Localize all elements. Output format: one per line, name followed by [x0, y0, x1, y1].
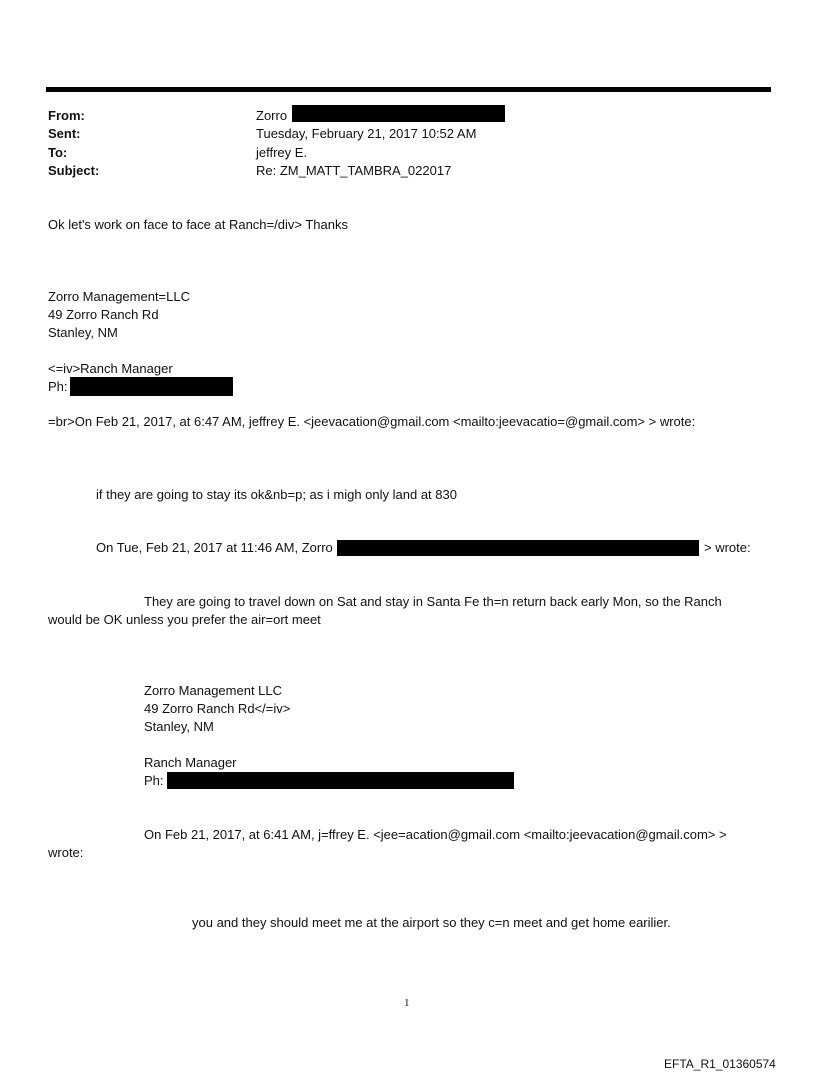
- sig1-city: Stanley, NM: [48, 325, 118, 340]
- bates-stamp: EFTA_R1_01360574: [664, 1057, 776, 1071]
- redaction-box: [70, 377, 233, 396]
- sent-value: Tuesday, February 21, 2017 10:52 AM: [256, 126, 477, 141]
- redaction-box: [292, 105, 505, 122]
- sig2-address: 49 Zorro Ranch Rd</=iv>: [144, 701, 291, 716]
- page-number: 1: [404, 997, 410, 1009]
- redaction-box: [167, 772, 514, 789]
- sig2-role: Ranch Manager: [144, 755, 237, 770]
- quote2-header-end: > wrote:: [704, 540, 751, 555]
- body-line-1: Ok let's work on face to face at Ranch=/div> Thanks: [48, 217, 348, 232]
- to-value: jeffrey E.: [256, 145, 308, 160]
- from-value: Zorro: [256, 108, 288, 123]
- sig1-company: Zorro Management=LLC: [48, 289, 190, 304]
- quote3-header-line-1: On Feb 21, 2017, at 6:41 AM, j=ffrey E. <jee=acation@gmail.com <mailto:jeevacation@gmail.com> >: [144, 827, 727, 842]
- subject-value: Re: ZM_MATT_TAMBRA_022017: [256, 163, 452, 178]
- header-rule: [46, 87, 771, 92]
- sig2-city: Stanley, NM: [144, 719, 214, 734]
- to-label: To:: [48, 145, 68, 160]
- quote2-text-line-1: They are going to travel down on Sat and stay in Santa Fe th=n return back early Mon, so the Ranch: [144, 594, 722, 609]
- quote1-text: if they are going to stay its ok&nb=p; as i migh only land at 830: [96, 487, 457, 502]
- sig2-company: Zorro Management LLC: [144, 683, 283, 698]
- sig1-address: 49 Zorro Ranch Rd: [48, 307, 159, 322]
- sig1-role: <=iv>Ranch Manager: [48, 361, 173, 376]
- sig2-phone-label: Ph:: [144, 773, 164, 788]
- quote2-header-start: On Tue, Feb 21, 2017 at 11:46 AM, Zorro: [96, 540, 333, 555]
- sent-label: Sent:: [48, 126, 81, 141]
- from-label: From:: [48, 108, 85, 123]
- redaction-box: [337, 540, 699, 556]
- sig1-phone-label: Ph:: [48, 379, 68, 394]
- quote2-text-line-2: would be OK unless you prefer the air=ort meet: [48, 612, 321, 627]
- quote1-header: =br>On Feb 21, 2017, at 6:47 AM, jeffrey E. <jeevacation@gmail.com <mailto:jeevacatio=@gmail.com> > wrote:: [48, 414, 696, 429]
- quote3-header-line-2: wrote:: [48, 845, 84, 860]
- subject-label: Subject:: [48, 163, 100, 178]
- quote3-text: you and they should meet me at the airport so they c=n meet and get home earilier.: [192, 915, 671, 930]
